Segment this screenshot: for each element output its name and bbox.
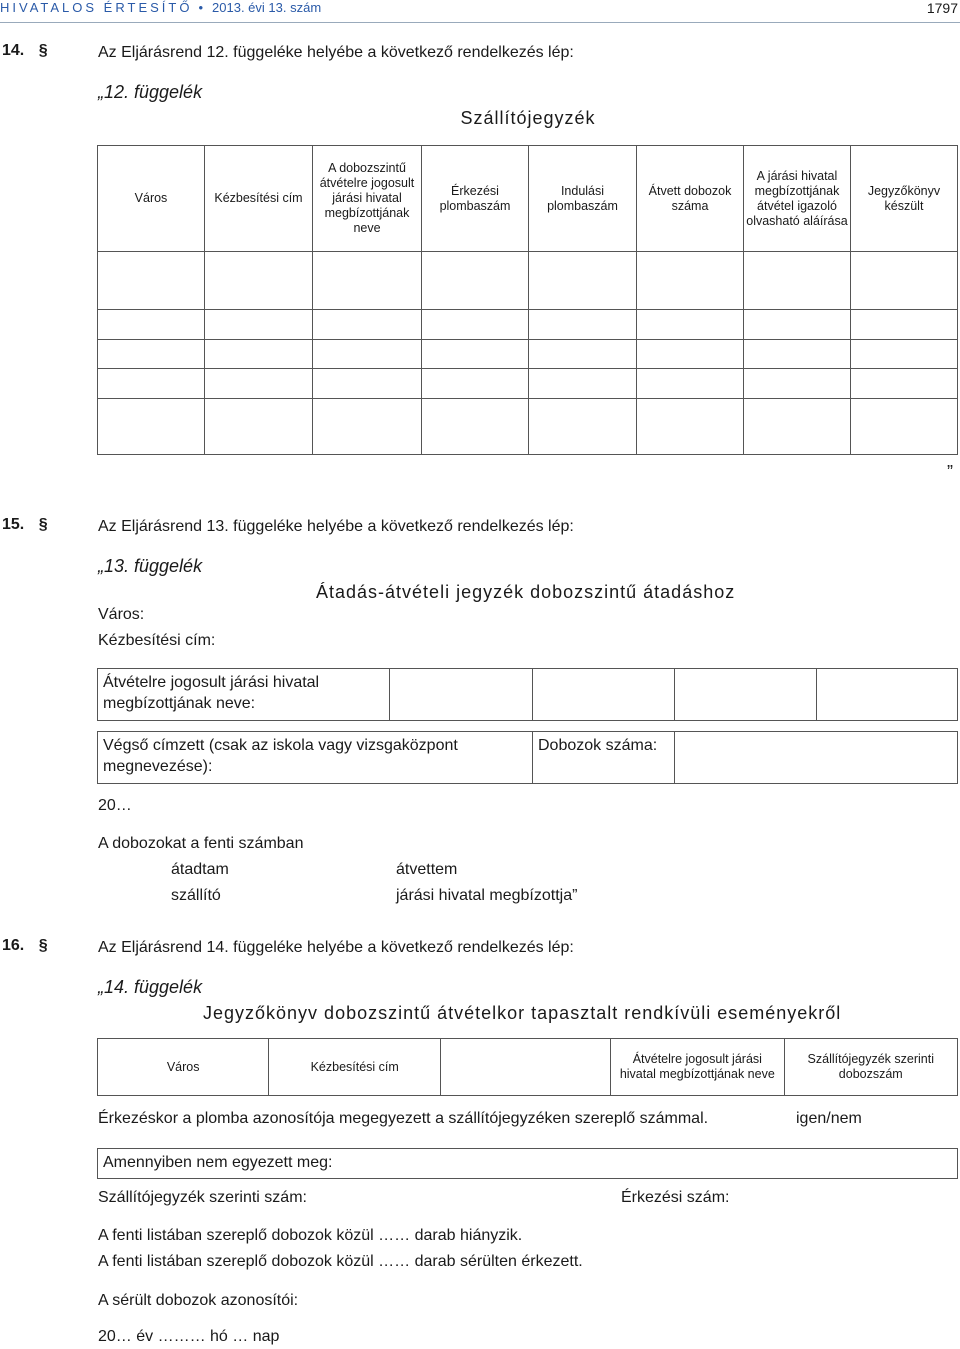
- agent-name-field[interactable]: [816, 668, 958, 721]
- recipient-label: Végső címzett (csak az iskola vagy vizsgaközpont megnevezése):: [103, 737, 458, 775]
- seal-statement: Érkezéskor a plomba azonosítója megegyezett a szállítójegyzéken szereplő számmal.: [98, 1110, 709, 1127]
- col-empty: [441, 1039, 611, 1096]
- missing-boxes-text: A fenti listában szereplő dobozok közül …… darab hiányzik.: [98, 1227, 523, 1244]
- paragraph-sign: §: [38, 516, 48, 533]
- boxes-count-label-box: [532, 731, 675, 784]
- section-14-heading: [2, 42, 48, 60]
- col-city: Város: [98, 146, 205, 252]
- address-label: Kézbesítési cím:: [98, 632, 216, 649]
- section-number: 14.: [2, 42, 25, 59]
- agent-name-field[interactable]: [532, 668, 675, 721]
- closing-quote: ”: [947, 462, 953, 482]
- mismatch-label: Amennyiben nem egyezett meg:: [103, 1154, 333, 1171]
- col-boxes-received: Átvett dobozok száma: [637, 146, 744, 252]
- col-agent-name: A dobozszintű átvételre jogosult járási hivatal megbízottjának neve: [312, 146, 421, 252]
- boxes-statement: A dobozokat a fenti számban: [98, 835, 304, 852]
- section-15-text: Az Eljárásrend 13. függeléke helyébe a következő rendelkezés lép:: [98, 518, 574, 535]
- waybill-title: Szállítójegyzék: [460, 108, 596, 128]
- header-rule: [0, 22, 960, 23]
- boxes-count-field[interactable]: [674, 731, 958, 784]
- col-signature: A járási hivatal megbízottjának átvétel igazoló olvasható aláírása: [743, 146, 850, 252]
- section-14-text: Az Eljárásrend 12. függeléke helyébe a következő rendelkezés lép:: [98, 44, 574, 61]
- damaged-ids-label: A sérült dobozok azonosítói:: [98, 1292, 299, 1309]
- boxes-count-label: Dobozok száma:: [538, 737, 658, 754]
- protocol-title: Jegyzőkönyv dobozszintű átvételkor tapasztalt rendkívüli eseményekről: [203, 1003, 842, 1023]
- table-header-row: [98, 1039, 958, 1096]
- appendix-13-label: „13. függelék: [98, 556, 203, 576]
- agent-signature-label: járási hivatal megbízottja”: [396, 887, 578, 904]
- col-address: Kézbesítési cím: [204, 146, 312, 252]
- issue-label: 2013. évi 13. szám: [212, 0, 322, 15]
- paragraph-sign: §: [38, 937, 48, 954]
- section-16-text: Az Eljárásrend 14. függeléke helyébe a következő rendelkezés lép:: [98, 939, 574, 956]
- recipient-label-box: [97, 731, 533, 784]
- table-row: [98, 399, 958, 455]
- carrier-label: szállító: [171, 887, 221, 904]
- col-address: Kézbesítési cím: [269, 1039, 441, 1096]
- agent-name-field[interactable]: [674, 668, 817, 721]
- received-label: átvettem: [396, 861, 458, 878]
- appendix-14-label: „14. függelék: [98, 977, 203, 997]
- table-row: [98, 340, 958, 369]
- col-agent-name: Átvételre jogosult járási hivatal megbízottjának neve: [611, 1039, 784, 1096]
- section-16-heading: [2, 937, 48, 955]
- date-line: 20… év ……… hó … nap: [98, 1328, 280, 1345]
- city-label: Város:: [98, 606, 145, 623]
- waybill-number-label: Szállítójegyzék szerinti szám:: [98, 1189, 307, 1206]
- col-protocol: Jegyzőkönyv készült: [850, 146, 957, 252]
- agent-name-field[interactable]: [389, 668, 533, 721]
- section-number: 16.: [2, 937, 25, 954]
- col-departure-seal: Indulási plombaszám: [529, 146, 637, 252]
- page-number: 1797: [926, 0, 958, 16]
- agent-name-label-box: [97, 668, 390, 721]
- paragraph-sign: §: [38, 42, 48, 59]
- journal-title: HIVATALOS ÉRTESÍTŐ: [0, 0, 193, 15]
- bullet: •: [198, 0, 207, 15]
- agent-name-label: Átvételre jogosult járási hivatal megbízottjának neve:: [103, 674, 320, 712]
- table-row: [98, 252, 958, 310]
- section-15-heading: [2, 516, 48, 534]
- date-text: 20…: [98, 797, 132, 814]
- table-row: [98, 310, 958, 340]
- yes-no-option[interactable]: igen/nem: [796, 1110, 862, 1127]
- col-city: Város: [98, 1039, 269, 1096]
- section-number: 15.: [2, 516, 25, 533]
- mismatch-box: [97, 1148, 958, 1179]
- journal-header: [0, 0, 321, 15]
- handed-over-label: átadtam: [171, 861, 229, 878]
- waybill-table: [97, 145, 958, 455]
- handover-title: Átadás-átvételi jegyzék dobozszintű átadáshoz: [316, 582, 736, 602]
- table-row: [98, 369, 958, 399]
- col-waybill-count: Szállítójegyzék szerinti dobozszám: [784, 1039, 957, 1096]
- damaged-boxes-text: A fenti listában szereplő dobozok közül …… darab sérülten érkezett.: [98, 1253, 583, 1270]
- protocol-table: [97, 1038, 958, 1096]
- appendix-12-label: „12. függelék: [98, 82, 203, 102]
- table-header-row: [98, 146, 958, 252]
- arrival-number-label: Érkezési szám:: [621, 1189, 730, 1206]
- col-arrival-seal: Érkezési plombaszám: [422, 146, 529, 252]
